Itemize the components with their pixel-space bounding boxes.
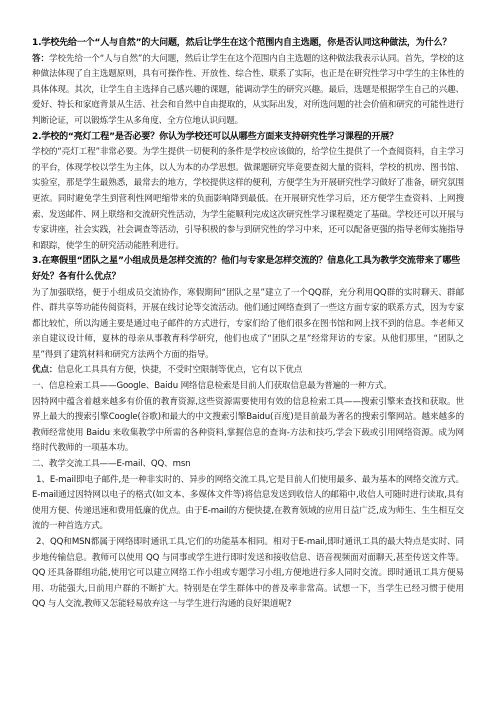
answer-label: 答：	[32, 53, 49, 64]
advantages-label: 优点：	[32, 365, 58, 376]
section-2-item-2: 2、QQ和MSN都属于网络即时通讯工具,它们的功能基本相同。相对于E-mail,即时通讯工具的最大特点是实时、同步地传输信息。教师可以使用 QQ 与同事或学生进行即时发送和接收信息、语音视频面对面聊天,甚至传送文件等。QQ 还具备群组功能,使用它可以建立网络工作小组或专题学习小组,方便地进行多人同时交流。即时通讯工具方便易用、功能强大,日前用户群的不断扩大。特别是在学生群体中的普及率非常高。试想一下，当学生已经习惯于使用 QQ 与人交流,教师又怎能轻易放弃这一与学生进行沟通的良好渠道呢?	[32, 537, 464, 610]
answer-3: 为了加强联络，便于小组成员交流协作，寒假期间“团队之星”建立了一个QQ群，充分利用QQ群的实时聊天、群邮件、群共享等功能传阅资料，开展在线讨论等交流活动。他们通过网络查到了一些这方面专家的联系方式，因为专家都比较忙，所以沟通主要是通过电子邮件的方式进行，专家们给了他们很多在图书馆和网上找不到的信息。李老师又亲自建议设计师，夏林的母亲从事教育科学研究，他们也成了“团队之星”经常拜访的专家。从他们那里，“团队之星”得到了建筑材料和研究方法两个方面的指导。	[32, 287, 464, 360]
question-2: 2.学校的“亮灯工程”是否必要？你认为学校还可以从哪些方面来支持研究性学习课程的开展？	[32, 131, 399, 142]
advantages-text: 信息化工具具有方便，快捷，不受时空限制等优点，它有以下优点	[57, 365, 303, 376]
question-3: 3.在寒假里“团队之星”小组成员是怎样交流的？他们与专家是怎样交流的？信息化工具为教学交流带来了哪些好处？各有什么优点？	[32, 256, 461, 282]
advantages	[32, 363, 464, 379]
answer-1-text: 学校先给一个“人与自然”的大问题，然后让学生在这个范围内自主选题的这种做法我表示认同。首先，学校的这种做法体现了自主选题原则，具有可操作性、开放性、综合性、联系了实际，也正是在研究性学习中学生的主体性的具体体现。其次，让学生自主选择自己感兴趣的课题，能调动学生的研究兴趣。最后，选题是根据学生自己的兴趣、爱好、特长和家庭背景从生活、社会和自然中自由提取的，从实际出发，对所选问题的社会价值和研究的可能性进行判断论证，可以锻炼学生从多角度、全方位地认识问题。	[32, 53, 464, 126]
question-1: 1.学校先给一个“人与自然”的大问题，然后让学生在这个范围内自主选题，你是否认同这种做法，为什么？	[32, 38, 452, 48]
answer-2: 学校的“亮灯工程”非常必要。为学生提供一切便利的条件是学校应该做的，给学位生提供了一个查阅资料，自主学习的平台，体现学校以学生为主体，以人为本的办学思想。做课题研究毕竟要查阅大量的资料，学校的机房、图书馆、实验室，那是学生最熟悉，最常去的地方，学校提供这样的便利，方便学生为开展研究性学习做好了准备，研究氛围更浓。同时避免学生到营利性网吧缩带来的负面影响降到最低。在开展研究性学习后，还方便学生查资料、上网搜索、发送邮件、网上联络和交流研究性活动，为学生能顺利完成这次研究性学习课程奠定了基础。学校还可以开展与专家讲座，社会实践，社会调查等活动，引导积极的参与到研究性的学习中来，还可以配备更强的指导老师实施指导和跟踪，使学生的研究活动能胜利进行。	[32, 147, 464, 251]
answer-1	[32, 52, 464, 130]
section-1-title: 一、信息检索工具——Google、Baidu 网络信息检索是目前人们获取信息最为普遍的一种方式。	[32, 381, 392, 392]
section-1-text: 因特网中蕴含着越来越多有价值的教育资源,这些资源需要使用有效的信息检索工具——搜索引擎来查找和获取。世界上最大的搜索引擎Coogle(谷歌)和最大的中文搜索引擎Baidu(百度)是目前最为著名的搜索引擎网站。越来越多的教师经常使用 Baidu 来收集教学中所需的各种资料,掌握信息的查询-方法和技巧,学会下载或引用网络资源。成为网络时代教师的一项基本功。	[32, 396, 464, 454]
section-2-item-1: 1、E-mail即电子邮件,是一种非实时的、异步的网络交流工具,它是目前人们使用最多、最为基本的网络交流方式。E-mail通过因特网以电子的格式(如文本、多媒体文件等)将信息发送到收信人的邮箱中,收信人可随时进行读取,具有使用方便、传递迅速和费用低廉的优点。由于E-mail的方便快捷,在教育领域的应用日益广泛,成为师生、生生相互交流的一种首选方式。	[32, 474, 464, 532]
document-page	[32, 36, 464, 613]
section-2-title: 二、教学交流工具——E-mail、QQ、msn	[32, 459, 191, 470]
